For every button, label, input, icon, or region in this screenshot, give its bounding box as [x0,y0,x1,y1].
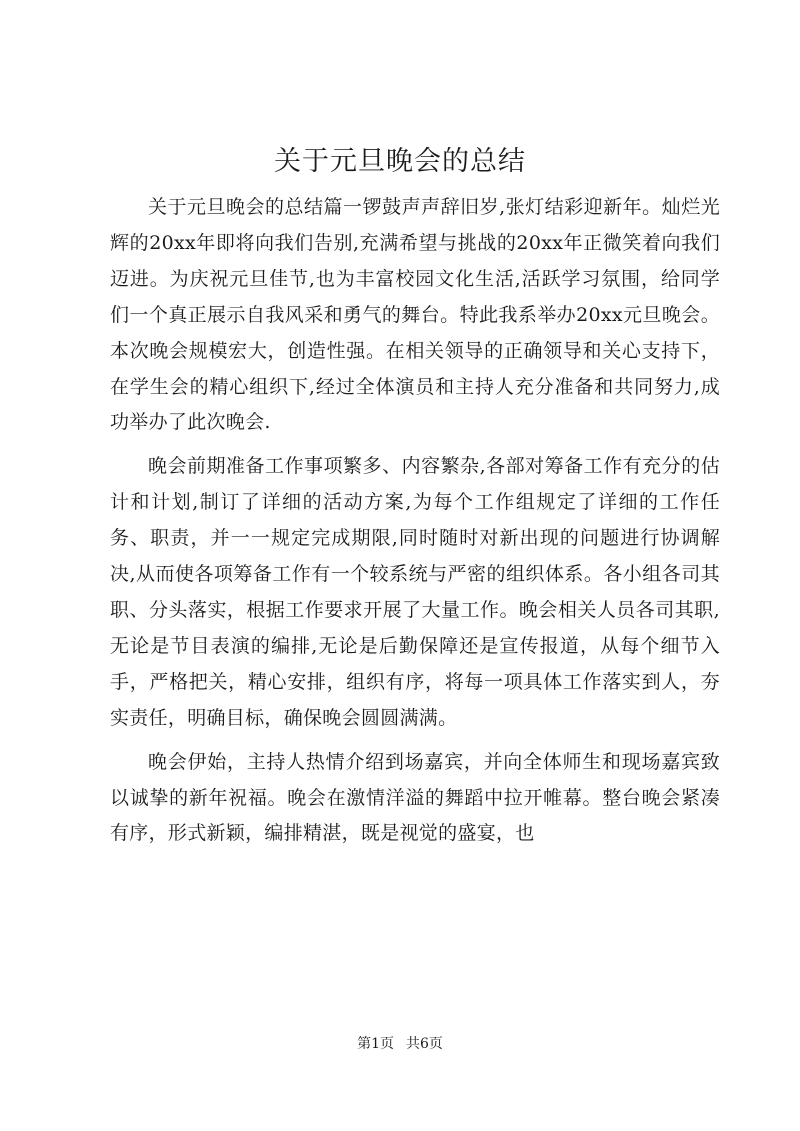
page-number: 第1页 [357,1036,394,1052]
page-footer [0,1034,800,1054]
paragraph-1: 关于元旦晚会的总结篇一锣鼓声声辞旧岁,张灯结彩迎新年。灿烂光辉的20xx年即将向我们告别,充满希望与挑战的20xx年正微笑着向我们迈进。为庆祝元旦佳节,也为丰富校园文化生活,活跃学习氛围，给同学们一个真正展示自我风采和勇气的舞台。特此我系举办20xx元旦晚会。本次晚会规模宏大，创造性强。在相关领导的正确领导和关心支持下，在学生会的精心组织下,经过全体演员和主持人充分准备和共同努力,成功举办了此次晚会. [110,196,720,434]
page-total: 共6页 [406,1036,443,1052]
paragraph-2: 晚会前期准备工作事项繁多、内容繁杂,各部对筹备工作有充分的估计和计划,制订了详细的活动方案,为每个工作组规定了详细的工作任务、职责，并一一规定完成期限,同时随时对新出现的问题进行协调解决,从而使各项筹备工作有一个较系统与严密的组织体系。各小组各司其职、分头落实，根据工作要求开展了大量工作。晚会相关人员各司其职,无论是节目表演的编排,无论是后勤保障还是宣传报道，从每个细节入手，严格把关，精心安排，组织有序，将每一项具体工作落实到人，夯实责任，明确目标，确保晚会圆圆满满。 [110,455,720,729]
paragraph-3: 晚会伊始，主持人热情介绍到场嘉宾，并向全体师生和现场嘉宾致以诚挚的新年祝福。晚会在激情洋溢的舞蹈中拉开帷幕。整台晚会紧凑有序，形式新颖，编排精湛，既是视觉的盛宴，也 [110,750,720,845]
page-title: 关于元旦晚会的总结 [274,146,526,177]
document-body [110,190,720,860]
